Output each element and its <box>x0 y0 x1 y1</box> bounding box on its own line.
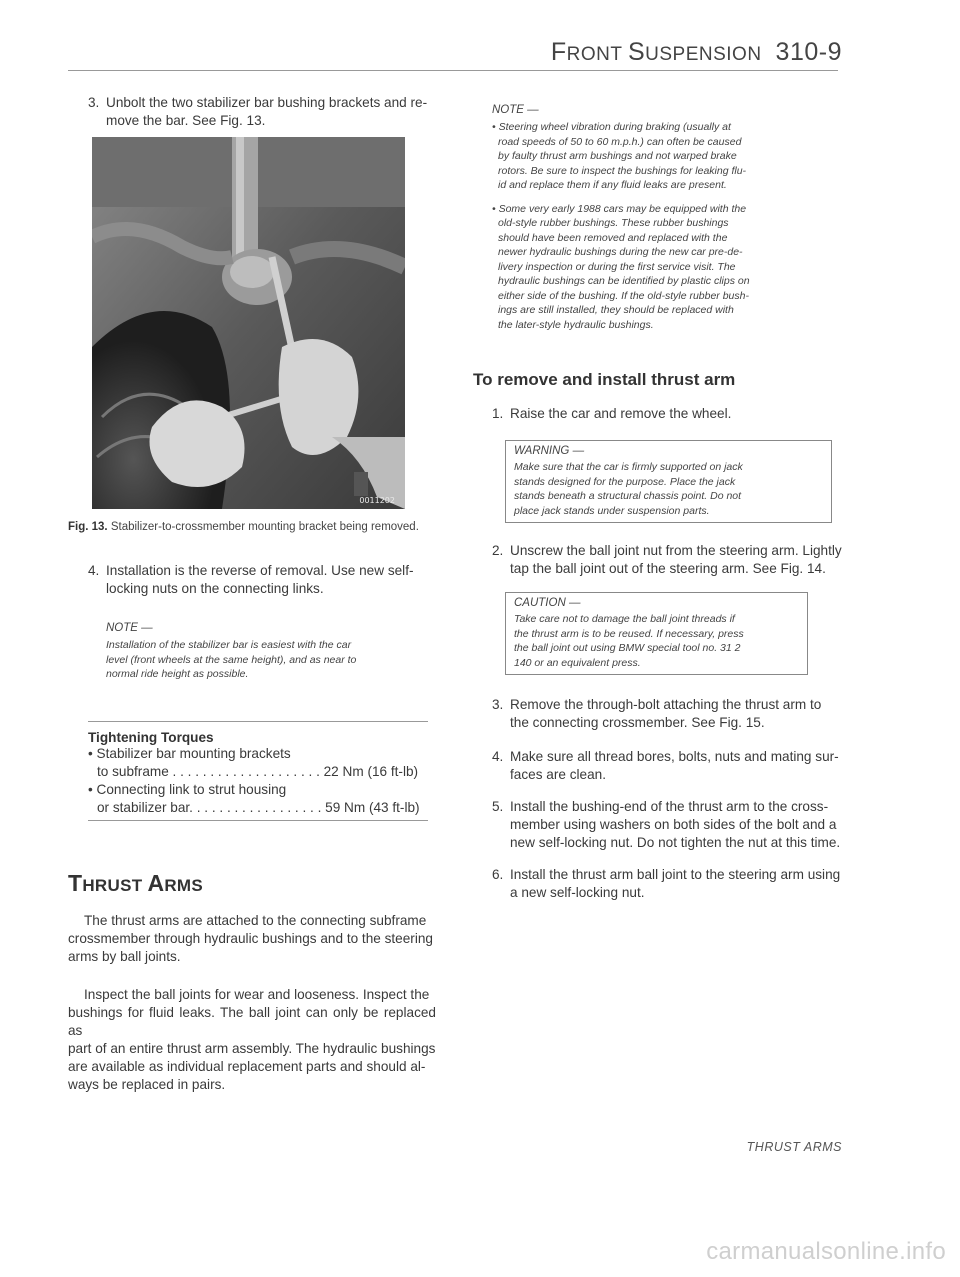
step-text <box>510 798 842 852</box>
step-number: 5. <box>492 799 504 814</box>
step-number: 3. <box>88 95 100 110</box>
warning-line: Make sure that the car is firmly supported on jack <box>514 461 743 473</box>
header-rule <box>68 70 838 71</box>
step-line: Install the bushing-end of the thrust arm to the cross- <box>510 799 829 814</box>
note-line: Installation of the stabilizer bar is easiest with the car <box>106 639 352 651</box>
torque-row: to subframe . . . . . . . . . . . . . . . . . . . . 22 Nm (16 ft-lb) <box>97 764 419 779</box>
right-step-4 <box>492 748 842 784</box>
note-line: • Some very early 1988 cars may be equipped with the <box>492 202 747 215</box>
torques-title: Tightening Torques <box>88 730 214 745</box>
note-line: ings are still installed, they should be replaced with <box>498 304 734 316</box>
paragraph-line: bushings for fluid leaks. The ball joint can only be replaced as <box>68 1005 436 1038</box>
header-title <box>551 38 762 66</box>
warning-line: stands designed for the purpose. Place the jack <box>514 475 736 488</box>
step-number: 4. <box>88 563 100 578</box>
caution-line: the ball joint out using BMW special tool no. 31 2 <box>514 642 741 654</box>
right-note <box>492 104 837 332</box>
note-line: the later-style hydraulic bushings. <box>498 318 654 331</box>
caution-line: 140 or an equivalent press. <box>514 656 641 669</box>
note-line: newer hydraulic bushings during the new car pre-de- <box>498 246 743 258</box>
left-note <box>106 622 436 682</box>
step-text <box>510 866 842 902</box>
paragraph-line: Inspect the ball joints for wear and looseness. Inspect the <box>84 987 430 1002</box>
watermark: carmanualsonline.info <box>706 1238 946 1265</box>
paragraph-line: crossmember through hydraulic bushings and to the steering <box>68 931 433 946</box>
caution-box <box>505 592 808 675</box>
warning-line: stands beneath a structural chassis point. Do not <box>514 490 742 502</box>
step-line: Unscrew the ball joint nut from the steering arm. Lightly <box>510 543 842 558</box>
note-line: livery inspection or during the first service visit. The <box>498 260 736 273</box>
step-line: a new self-locking nut. <box>510 885 645 900</box>
paragraph-1 <box>68 912 436 966</box>
warning-heading: WARNING — <box>514 445 585 457</box>
note-item-2 <box>492 202 837 333</box>
step-text <box>106 94 448 130</box>
step-line: tap the ball joint out of the steering arm. See Fig. 14. <box>510 561 826 576</box>
step-line: move the bar. See Fig. 13. <box>106 113 266 128</box>
step-line: Unbolt the two stabilizer bar bushing brackets and re- <box>106 95 428 110</box>
right-step-1 <box>492 405 837 423</box>
step-text: Raise the car and remove the wheel. <box>510 406 732 421</box>
step-line: member using washers on both sides of the bolt and a <box>510 817 837 832</box>
caution-line: the thrust arm is to be reused. If necessary, press <box>514 627 744 640</box>
note-line: either side of the bushing. If the old-style rubber bush- <box>498 289 749 302</box>
step-number: 2. <box>492 543 504 558</box>
note-item-1 <box>492 120 837 193</box>
section-part-2: RMS <box>164 876 204 895</box>
step-line: new self-locking nut. Do not tighten the nut at this time. <box>510 835 841 850</box>
step-number: 3. <box>492 697 504 712</box>
right-step-5 <box>492 798 842 852</box>
note-line: by faulty thrust arm bushings and not warped brake <box>498 150 737 162</box>
caution-body <box>514 612 799 670</box>
right-step-6 <box>492 866 842 902</box>
step-line: Make sure all thread bores, bolts, nuts and mating sur- <box>510 749 839 764</box>
page-header <box>551 38 842 67</box>
step-number: 6. <box>492 867 504 882</box>
caution-line: Take care not to damage the ball joint threads if <box>514 613 735 625</box>
note-line: road speeds of 50 to 60 m.p.h.) can often be caused <box>498 135 742 148</box>
right-step-2 <box>492 542 842 578</box>
left-step-3 <box>88 94 448 130</box>
paragraph-line: part of an entire thrust arm assembly. The hydraulic bushings <box>68 1041 436 1056</box>
section-initial-a: A <box>147 870 165 896</box>
figure-label: Fig. 13. <box>68 521 108 533</box>
section-part-1: HRUST <box>82 876 148 895</box>
step-line: Install the thrust arm ball joint to the steering arm using <box>510 867 841 882</box>
warning-line: place jack stands under suspension parts. <box>514 504 710 517</box>
note-line: hydraulic bushings can be identified by plastic clips on <box>498 275 750 287</box>
step-line: the connecting crossmember. See Fig. 15. <box>510 715 765 730</box>
note-line: old-style rubber bushings. These rubber bushings <box>498 217 729 229</box>
photo-code: 0011202 <box>359 496 395 505</box>
note-line: level (front wheels at the same height), and as near to <box>106 653 357 666</box>
note-heading: NOTE — <box>106 622 153 634</box>
section-title-thrust-arms <box>68 870 203 897</box>
page-number: 310-9 <box>775 38 842 66</box>
torques-top-rule <box>88 721 428 722</box>
step-line: Installation is the reverse of removal. Use new self- <box>106 563 414 578</box>
paragraph-line: arms by ball joints. <box>68 949 181 964</box>
step-number: 1. <box>492 406 504 421</box>
figure-caption-text: Stabilizer-to-crossmember mounting bracket being removed. <box>110 521 419 533</box>
paragraph-2 <box>68 986 436 1094</box>
caution-heading: CAUTION — <box>514 597 581 609</box>
header-title-initial-f: F <box>550 38 567 66</box>
header-title-initial-s: S <box>627 38 646 66</box>
tightening-torques <box>88 730 428 817</box>
subheading-remove-install-thrust-arm: To remove and install thrust arm <box>473 370 736 389</box>
warning-box <box>505 440 832 523</box>
note-line: • Steering wheel vibration during braking (usually at <box>492 121 731 133</box>
step-number: 4. <box>492 749 504 764</box>
header-title-part-2: USPENSION <box>645 44 762 65</box>
note-body <box>106 638 436 682</box>
right-step-3 <box>492 696 842 732</box>
photo-stabilizer-bracket-removal <box>92 137 405 509</box>
step-text <box>510 696 842 732</box>
step-text <box>106 562 448 598</box>
torque-row: • Stabilizer bar mounting brackets <box>88 746 291 761</box>
left-step-4 <box>88 562 448 598</box>
figure-13-caption <box>68 521 458 533</box>
torque-row: or stabilizer bar. . . . . . . . . . . . . . . . . . 59 Nm (43 ft-lb) <box>97 800 420 815</box>
note-line: should have been removed and replaced with the <box>498 231 728 244</box>
note-line: normal ride height as possible. <box>106 668 249 680</box>
paragraph-line: ways be replaced in pairs. <box>68 1077 226 1092</box>
paragraph-line: The thrust arms are attached to the connecting subframe <box>84 913 427 928</box>
paragraph-line: are available as individual replacement parts and should al- <box>68 1059 426 1074</box>
note-line: rotors. Be sure to inspect the bushings for leaking flu- <box>498 164 747 177</box>
torques-bottom-rule <box>88 820 428 821</box>
header-title-part-1: RONT <box>566 44 628 65</box>
step-line: Remove the through-bolt attaching the thrust arm to <box>510 697 822 712</box>
page-footer: THRUST ARMS <box>746 1140 842 1154</box>
step-line: faces are clean. <box>510 767 606 782</box>
torque-row: • Connecting link to strut housing <box>88 782 287 797</box>
section-initial-t: T <box>68 870 83 896</box>
note-line: id and replace them if any fluid leaks are present. <box>498 179 727 191</box>
note-heading: NOTE — <box>492 104 539 116</box>
figure-13-photo <box>92 137 405 509</box>
step-text <box>510 748 842 784</box>
step-text <box>510 542 842 578</box>
step-line: locking nuts on the connecting links. <box>106 581 324 596</box>
warning-body <box>514 460 823 518</box>
